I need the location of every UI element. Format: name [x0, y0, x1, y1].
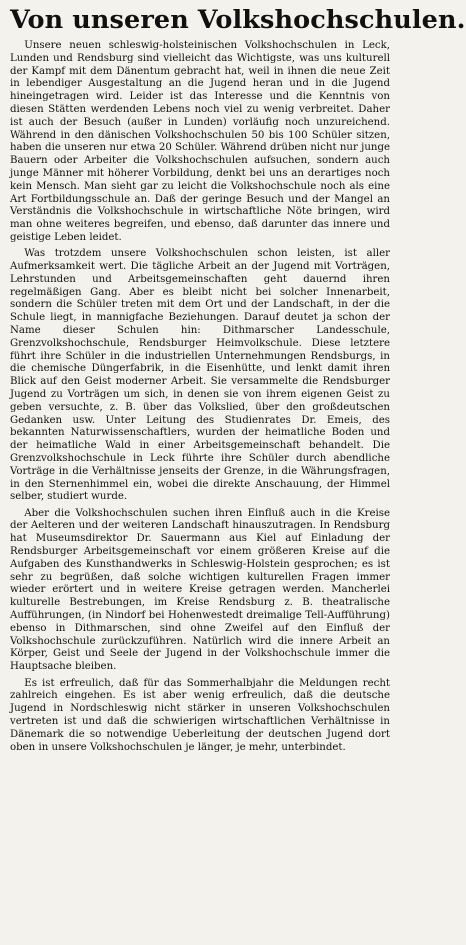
article-paragraph-2: Was trotzdem unsere Volkshochschulen schon leisten, ist aller Aufmerksamkeit wert. Die tägliche Arbeit an der Jugend mit Vorträgen, Lehrstunden und Arbeitsgemeinschaften geht dauernd ihren regelmäßigen Gang. Aber es bleibt nicht bei solcher Innenarbeit, sondern die Schüler treten mit dem Ort und der Landschaft, in der die Schule liegt, in mannigfache Beziehungen. Darauf deutet ja schon der Name dieser Schulen hin: Dithmarscher Landesschule, Grenzvolkshochschule, Rendsburger Heimvolkschule. Diese letztere führt ihre Schüler in die industriellen Unternehmungen Rendsburgs, in die chemische Düngerfabrik, in die Eisenhütte, und lenkt damit ihren Blick auf den Geist moderner Arbeit. Sie versammelte die Rendsburger Jugend zu Vorträgen um sich, in denen sie von ihrem eigenen Geist zu geben versuchte, z. B. über das Volkslied, über den großdeutschen Gedanken usw. Unter Leitung des Studienrates Dr. Emeis, des bekannten Naturwissenschaftlers, wurden der heimatliche Boden und der heimatliche Wald in einer Arbeitsgemeinschaft behandelt. Die Grenzvolkshochschule in Leck führte ihre Schüler durch abendliche Vorträge in die Verhältnisse jenseits der Grenze, in die Währungsfragen, in den Sternenhimmel ein, wobei die direkte Anschauung, der Himmel selber, studiert wurde.	[10, 248, 390, 503]
article-paragraph-3: Aber die Volkshochschulen suchen ihren Einfluß auch in die Kreise der Aelteren und der weiteren Landschaft hinauszutragen. In Rendsburg hat Museumsdirektor Dr. Sauermann aus Kiel auf Einladung der Rendsburger Arbeitsgemeinschaft vor einem größeren Kreise auf die Aufgaben des Kunsthandwerks in Schleswig-Holstein gesprochen; es ist sehr zu begrüßen, daß solche wichtigen kulturellen Fragen immer wieder erörtert und in weitere Kreise getragen werden. Mancherlei kulturelle Bestrebungen, im Kreise Rendsburg z. B. theatralische Aufführungen, (in Nindorf bei Hohenwestedt dreimalige Tell-Aufführung) ebenso in Dithmarschen, sind ohne Zweifel auf den Einfluß der Volkshochschule zurückzuführen. Natürlich wird die innere Arbeit an Körper, Geist und Seele der Jugend in der Volkshochschule immer die Hauptsache bleiben.	[10, 507, 390, 673]
article-paragraph-4: Es ist erfreulich, daß für das Sommerhalbjahr die Meldungen recht zahlreich eingehen. Es ist aber wenig erfreulich, daß die deutsche Jugend in Nordschleswig nicht stärker in unseren Volkshochschulen vertreten ist und daß die schwierigen wirtschaftlichen Verhältnisse in Dänemark die so notwendige Ueberleitung der deutschen Jugend dort oben in unsere Volkshochschulen je länger, je mehr, unterbindet.	[10, 677, 390, 753]
article-paragraph-1: Unsere neuen schleswig-holsteinischen Volkshochschulen in Leck, Lunden und Rendsburg sind vielleicht das Wichtigste, was uns kulturell der Kampf mit dem Dänentum gebracht hat, weil in ihnen die neue Zeit in lebendiger Ausgestaltung an die Jugend heran und in die Jugend hineingetragen wird. Leider ist das Interesse und die Kenntnis von diesen Stätten werdenden Lebens noch viel zu wenig verbreitet. Daher ist auch der Besuch (außer in Lunden) vorläufig noch unzureichend. Während in den dänischen Volkshochschulen 50 bis 100 Schüler sitzen, haben die unseren nur etwa 20 Schüler. Während drüben nicht nur junge Bauern oder Arbeiter die Volkshochschulen aufsuchen, sondern auch junge Männer mit höherer Vorbildung, denkt bei uns an derartiges noch kein Mensch. Man sieht gar zu leicht die Volkshochschule noch als eine Art Fortbildungsschule an. Daß der geringe Besuch und der Mangel an Verständnis die Volkshochschule in wirtschaftliche Nöte bringen, wird man ohne weiteres begreifen, und ebenso, daß darunter das innere und geistige Leben leidet.	[10, 40, 390, 243]
article-title: Von unseren Volkshochschulen.	[10, 5, 466, 35]
